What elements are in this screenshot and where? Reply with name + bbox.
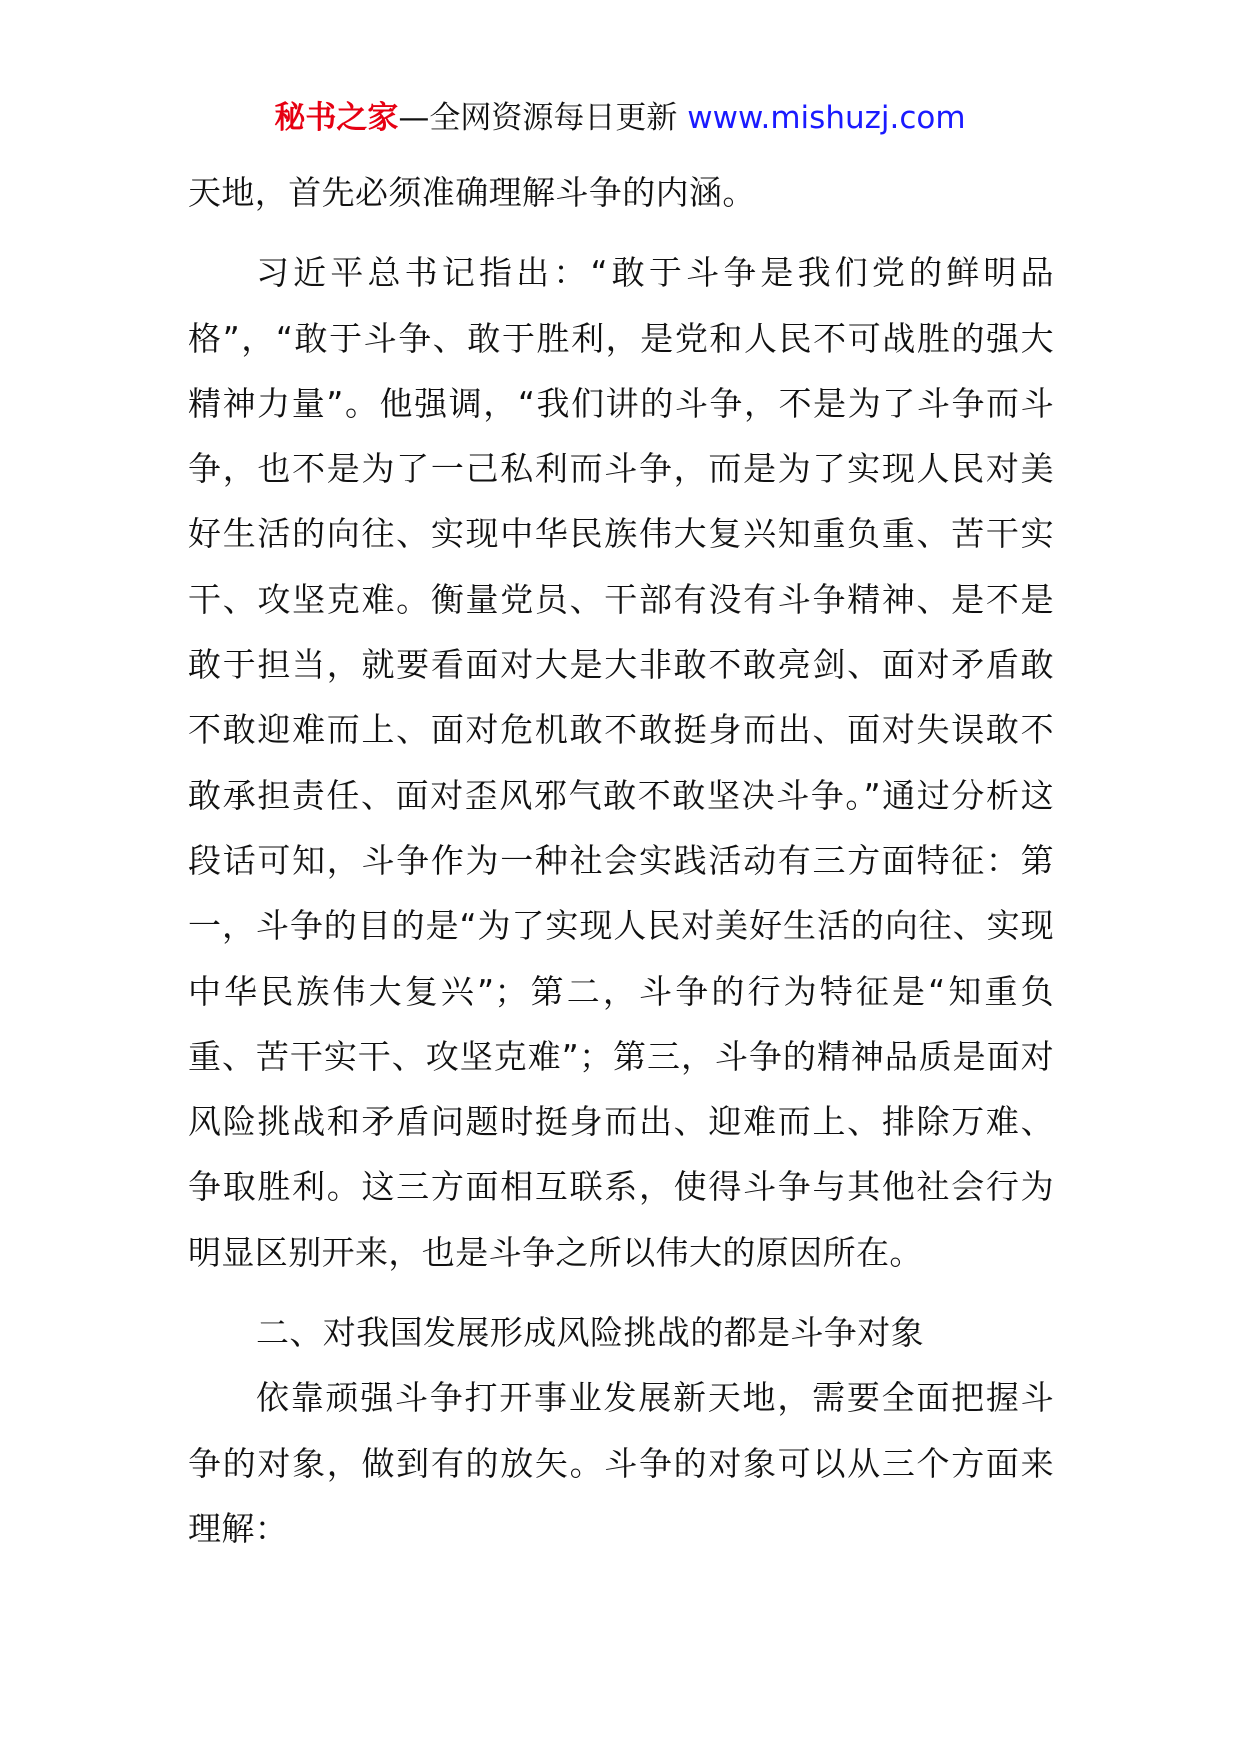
section-heading: 二、对我国发展形成风险挑战的都是斗争对象 [256, 1313, 924, 1353]
page-header [0, 98, 1240, 138]
site-url-link[interactable]: www.mishuzj.com [687, 100, 966, 136]
paragraph-intro: 依靠顽强斗争打开事业发展新天地，需要全面把握斗争的对象，做到有的放矢。斗争的对象可以从三个方面来理解： [188, 1378, 1054, 1548]
paragraph-continuation: 天地，首先必须准确理解斗争的内涵。 [188, 173, 756, 212]
document-body [188, 160, 1054, 1561]
site-brand: 秘书之家 [274, 100, 399, 136]
site-tagline: —全网资源每日更新 [398, 100, 688, 136]
paragraph-quote: 习近平总书记指出：“敢于斗争是我们党的鲜明品格”，“敢于斗争、敢于胜利，是党和人民不可战胜的强大精神力量”。他强调，“我们讲的斗争，不是为了斗争而斗争，也不是为了一己私利而斗争，而是为了实现人民对美好生活的向往、实现中华民族伟大复兴知重负重、苦干实干、攻坚克难。衡量党员、干部有没有斗争精神、是不是敢于担当，就要看面对大是大非敢不敢亮剑、面对矛盾敢不敢迎难而上、面对危机敢不敢挺身而出、面对失误敢不敢承担责任、面对歪风邪气敢不敢坚决斗争。”通过分析这段话可知，斗争作为一种社会实践活动有三方面特征：第一，斗争的目的是“为了实现人民对美好生活的向往、实现中华民族伟大复兴”；第二，斗争的行为特征是“知重负重、苦干实干、攻坚克难”；第三，斗争的精神品质是面对风险挑战和矛盾问题时挺身而出、迎难而上、排除万难、争取胜利。这三方面相互联系，使得斗争与其他社会行为明显区别开来，也是斗争之所以伟大的原因所在。 [188, 253, 1054, 1272]
